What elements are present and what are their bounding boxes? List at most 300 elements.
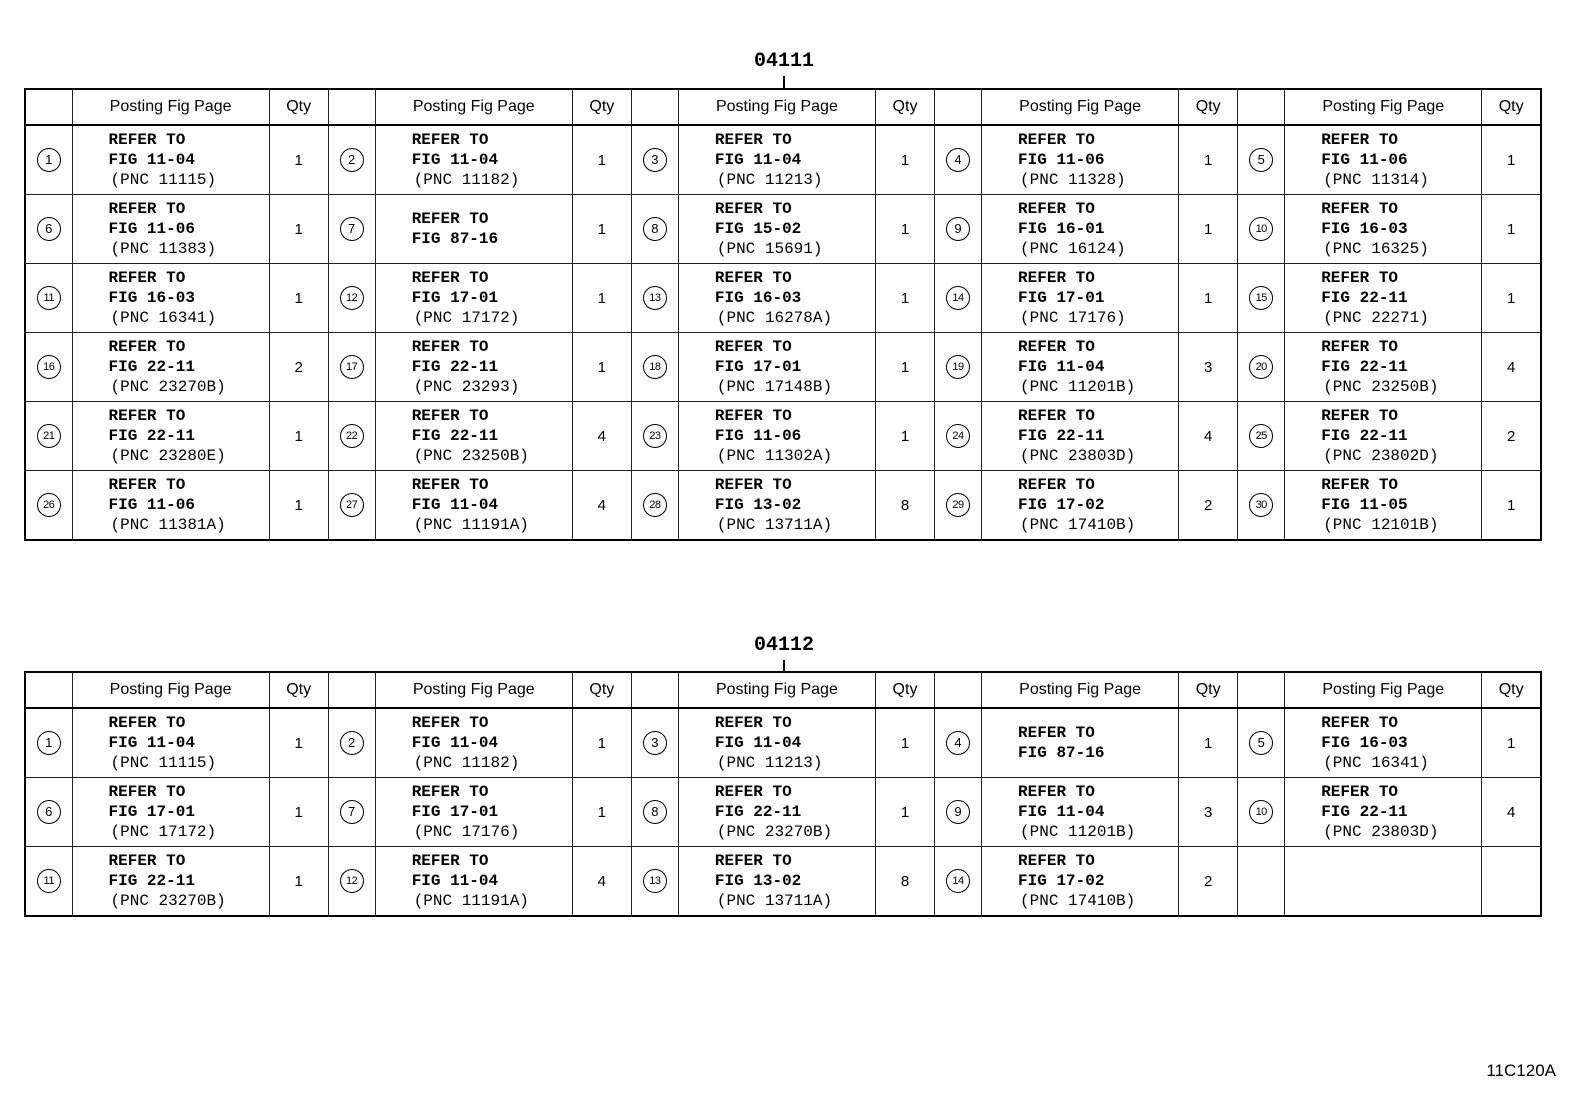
qty-header: Qty xyxy=(875,672,934,708)
reference-cell xyxy=(72,195,269,264)
fig-line: FIG 17-01 xyxy=(411,289,499,307)
qty-cell: 1 xyxy=(269,264,328,333)
fig-line: FIG 17-01 xyxy=(411,803,499,821)
reference-cell xyxy=(678,471,875,541)
reference-cell xyxy=(375,125,572,195)
refer-line: REFER TO xyxy=(714,338,792,356)
reference-cell xyxy=(678,402,875,471)
item-number-cell xyxy=(328,264,375,333)
num-header xyxy=(935,89,982,125)
item-number-badge: 4 xyxy=(946,148,970,172)
qty-cell: 8 xyxy=(875,471,934,541)
pnc-line: (PNC 11302A) xyxy=(716,447,833,465)
refer-line: REFER TO xyxy=(411,714,489,732)
qty-cell: 1 xyxy=(1179,125,1238,195)
num-header xyxy=(328,672,375,708)
pnc-line: (PNC 22271) xyxy=(1323,309,1429,327)
refer-line: REFER TO xyxy=(714,852,792,870)
header-row xyxy=(25,672,1541,708)
qty-cell: 1 xyxy=(269,125,328,195)
refer-line: REFER TO xyxy=(108,131,186,149)
item-number-badge: 27 xyxy=(340,493,364,517)
item-number-cell xyxy=(1238,778,1285,847)
item-number-cell xyxy=(25,847,72,917)
item-number-cell xyxy=(328,402,375,471)
pnc-line: (PNC 17172) xyxy=(110,823,217,841)
fig-line: FIG 17-01 xyxy=(714,358,802,376)
item-number-badge: 13 xyxy=(643,286,667,310)
qty-cell: 3 xyxy=(1179,778,1238,847)
qty-cell: 1 xyxy=(572,195,631,264)
reference-cell xyxy=(72,708,269,778)
refer-line: REFER TO xyxy=(411,269,489,287)
reference-cell xyxy=(678,847,875,917)
posting-header: Posting Fig Page xyxy=(1285,672,1482,708)
item-number-cell xyxy=(1238,847,1285,917)
qty-cell: 1 xyxy=(875,708,934,778)
refer-line: REFER TO xyxy=(714,407,792,425)
pnc-line: (PNC 23270B) xyxy=(716,823,833,841)
fig-line: FIG 16-03 xyxy=(1321,220,1408,238)
fig-line: FIG 16-03 xyxy=(108,289,195,307)
item-number-badge: 12 xyxy=(340,869,364,893)
table-row xyxy=(25,402,1541,471)
item-number-badge: 30 xyxy=(1249,493,1273,517)
refer-line: REFER TO xyxy=(411,852,489,870)
qty-cell: 1 xyxy=(572,125,631,195)
qty-header: Qty xyxy=(1482,89,1541,125)
qty-cell: 1 xyxy=(875,778,934,847)
pnc-line: (PNC 23803D) xyxy=(1020,447,1136,465)
refer-line: REFER TO xyxy=(1321,269,1399,287)
refer-line: REFER TO xyxy=(108,338,186,356)
fig-line: FIG 13-02 xyxy=(714,496,802,514)
refer-line: REFER TO xyxy=(411,476,489,494)
item-number-cell xyxy=(328,333,375,402)
item-number-badge: 13 xyxy=(643,869,667,893)
item-number-cell xyxy=(328,125,375,195)
reference-cell xyxy=(375,471,572,541)
posting-header: Posting Fig Page xyxy=(72,672,269,708)
fig-line: FIG 87-16 xyxy=(411,230,499,248)
qty-cell: 2 xyxy=(1482,402,1541,471)
item-number-badge: 25 xyxy=(1249,424,1273,448)
qty-cell: 4 xyxy=(572,471,631,541)
qty-cell: 1 xyxy=(875,333,934,402)
reference-cell xyxy=(375,195,572,264)
posting-header: Posting Fig Page xyxy=(678,89,875,125)
table-row xyxy=(25,708,1541,778)
fig-line: FIG 16-03 xyxy=(1321,734,1408,752)
refer-line: REFER TO xyxy=(1018,131,1095,149)
qty-cell: 1 xyxy=(1482,708,1541,778)
posting-header: Posting Fig Page xyxy=(375,89,572,125)
qty-cell: 1 xyxy=(1482,195,1541,264)
item-number-cell xyxy=(1238,708,1285,778)
reference-cell xyxy=(1285,333,1482,402)
reference-cell xyxy=(982,195,1179,264)
item-number-cell xyxy=(328,778,375,847)
fig-line: FIG 15-02 xyxy=(714,220,802,238)
item-number-cell xyxy=(328,708,375,778)
qty-cell: 2 xyxy=(269,333,328,402)
qty-header: Qty xyxy=(572,672,631,708)
pnc-line: (PNC 23280E) xyxy=(110,447,226,465)
qty-cell: 4 xyxy=(1179,402,1238,471)
pnc-line: (PNC 15691) xyxy=(716,240,823,258)
pnc-line: (PNC 11201B) xyxy=(1020,378,1136,396)
item-number-cell xyxy=(25,708,72,778)
pnc-line: (PNC 23250B) xyxy=(1323,378,1439,396)
item-number-badge: 7 xyxy=(340,217,364,241)
qty-header: Qty xyxy=(1482,672,1541,708)
item-number-badge: 8 xyxy=(643,800,667,824)
item-number-cell xyxy=(1238,125,1285,195)
item-number-badge: 1 xyxy=(37,731,61,755)
item-number-cell xyxy=(25,778,72,847)
pnc-line: (PNC 11314) xyxy=(1323,171,1429,189)
fig-line: FIG 22-11 xyxy=(1321,358,1408,376)
fig-line: FIG 11-04 xyxy=(108,151,195,169)
table-code-label: 04111 xyxy=(753,50,814,73)
item-number-badge: 14 xyxy=(946,286,970,310)
pnc-line: (PNC 11191A) xyxy=(413,516,529,534)
code-tick xyxy=(783,76,785,88)
refer-line: REFER TO xyxy=(1321,476,1399,494)
item-number-badge: 28 xyxy=(643,493,667,517)
refer-line: REFER TO xyxy=(1321,131,1399,149)
fig-line: FIG 11-06 xyxy=(108,496,195,514)
num-header xyxy=(631,672,678,708)
reference-cell xyxy=(982,264,1179,333)
posting-header: Posting Fig Page xyxy=(1285,89,1482,125)
refer-line: REFER TO xyxy=(1018,200,1095,218)
qty-cell: 1 xyxy=(572,708,631,778)
figure-code: 11C120A xyxy=(1486,1061,1556,1080)
fig-line: FIG 22-11 xyxy=(411,358,499,376)
qty-cell: 1 xyxy=(1179,264,1238,333)
parts-reference-table xyxy=(24,671,1542,917)
refer-line: REFER TO xyxy=(108,407,186,425)
reference-cell xyxy=(678,333,875,402)
refer-line: REFER TO xyxy=(108,783,186,801)
reference-cell xyxy=(72,778,269,847)
qty-cell: 1 xyxy=(1179,708,1238,778)
pnc-line: (PNC 11115) xyxy=(110,171,217,189)
item-number-cell xyxy=(935,708,982,778)
item-number-badge: 9 xyxy=(946,800,970,824)
pnc-line: (PNC 17176) xyxy=(1020,309,1126,327)
pnc-line: (PNC 16341) xyxy=(1323,754,1429,772)
item-number-cell xyxy=(631,264,678,333)
refer-line: REFER TO xyxy=(108,269,186,287)
pnc-line: (PNC 13711A) xyxy=(716,516,833,534)
num-header xyxy=(25,89,72,125)
reference-cell xyxy=(678,708,875,778)
reference-cell xyxy=(375,708,572,778)
posting-header: Posting Fig Page xyxy=(982,672,1179,708)
qty-cell: 4 xyxy=(572,847,631,917)
reference-cell xyxy=(375,333,572,402)
item-number-cell xyxy=(25,125,72,195)
fig-line: FIG 11-05 xyxy=(1321,496,1408,514)
reference-cell xyxy=(982,402,1179,471)
fig-line: FIG 22-11 xyxy=(714,803,802,821)
pnc-line: (PNC 16124) xyxy=(1020,240,1126,258)
fig-line: FIG 87-16 xyxy=(1018,744,1105,762)
qty-cell: 1 xyxy=(269,847,328,917)
item-number-cell xyxy=(935,333,982,402)
fig-line: FIG 17-01 xyxy=(1018,289,1105,307)
pnc-line: (PNC 23270B) xyxy=(110,378,226,396)
item-number-badge: 11 xyxy=(37,869,61,893)
item-number-badge: 18 xyxy=(643,355,667,379)
reference-cell xyxy=(982,778,1179,847)
pnc-line: (PNC 11383) xyxy=(110,240,217,258)
item-number-cell xyxy=(25,333,72,402)
item-number-cell xyxy=(631,708,678,778)
pnc-line: (PNC 16278A) xyxy=(716,309,833,327)
reference-cell xyxy=(982,333,1179,402)
pnc-line: (PNC 11328) xyxy=(1020,171,1126,189)
parts-reference-table xyxy=(24,88,1542,541)
item-number-badge: 6 xyxy=(37,217,61,241)
fig-line: FIG 11-04 xyxy=(411,734,499,752)
qty-cell: 1 xyxy=(875,264,934,333)
pnc-line: (PNC 11381A) xyxy=(110,516,226,534)
item-number-badge: 12 xyxy=(340,286,364,310)
table-row xyxy=(25,847,1541,917)
item-number-badge: 29 xyxy=(946,493,970,517)
item-number-cell xyxy=(935,195,982,264)
fig-line: FIG 22-11 xyxy=(411,427,499,445)
qty-header: Qty xyxy=(1179,672,1238,708)
refer-line: REFER TO xyxy=(714,783,792,801)
pnc-line: (PNC 11191A) xyxy=(413,892,529,910)
item-number-cell xyxy=(935,264,982,333)
table-row xyxy=(25,264,1541,333)
pnc-line: (PNC 13711A) xyxy=(716,892,833,910)
item-number-cell xyxy=(25,471,72,541)
refer-line: REFER TO xyxy=(108,852,186,870)
item-number-badge: 2 xyxy=(340,148,364,172)
item-number-badge: 3 xyxy=(643,148,667,172)
item-number-badge: 14 xyxy=(946,869,970,893)
refer-line: REFER TO xyxy=(714,476,792,494)
reference-cell xyxy=(72,402,269,471)
pnc-line: (PNC 11182) xyxy=(413,171,520,189)
pnc-line: (PNC 11213) xyxy=(716,171,823,189)
item-number-cell xyxy=(631,402,678,471)
fig-line: FIG 16-03 xyxy=(714,289,802,307)
item-number-badge: 2 xyxy=(340,731,364,755)
item-number-badge: 8 xyxy=(643,217,667,241)
qty-cell: 1 xyxy=(269,708,328,778)
qty-cell: 1 xyxy=(1179,195,1238,264)
fig-line: FIG 22-11 xyxy=(108,427,195,445)
fig-line: FIG 17-01 xyxy=(108,803,195,821)
fig-line: FIG 16-01 xyxy=(1018,220,1105,238)
fig-line: FIG 22-11 xyxy=(108,872,195,890)
reference-cell xyxy=(1285,708,1482,778)
qty-cell: 4 xyxy=(572,402,631,471)
table-row xyxy=(25,778,1541,847)
qty-cell: 1 xyxy=(572,778,631,847)
item-number-badge: 21 xyxy=(37,424,61,448)
pnc-line: (PNC 23250B) xyxy=(413,447,529,465)
item-number-cell xyxy=(935,778,982,847)
item-number-badge: 11 xyxy=(37,286,61,310)
item-number-cell xyxy=(631,333,678,402)
item-number-cell xyxy=(935,847,982,917)
refer-line: REFER TO xyxy=(1018,783,1095,801)
pnc-line: (PNC 11115) xyxy=(110,754,217,772)
item-number-cell xyxy=(1238,195,1285,264)
fig-line: FIG 11-06 xyxy=(108,220,195,238)
refer-line: REFER TO xyxy=(714,131,792,149)
item-number-badge: 7 xyxy=(340,800,364,824)
fig-line: FIG 22-11 xyxy=(1321,427,1408,445)
posting-header: Posting Fig Page xyxy=(375,672,572,708)
reference-cell xyxy=(1285,847,1482,917)
num-header xyxy=(1238,89,1285,125)
reference-cell xyxy=(375,264,572,333)
reference-cell xyxy=(982,471,1179,541)
pnc-line: (PNC 17172) xyxy=(413,309,520,327)
reference-cell xyxy=(72,333,269,402)
item-number-cell xyxy=(1238,402,1285,471)
item-number-cell xyxy=(935,471,982,541)
qty-cell: 1 xyxy=(572,264,631,333)
item-number-cell xyxy=(631,125,678,195)
item-number-cell xyxy=(631,847,678,917)
refer-line: REFER TO xyxy=(1321,783,1399,801)
posting-header: Posting Fig Page xyxy=(72,89,269,125)
reference-cell xyxy=(1285,402,1482,471)
item-number-badge: 20 xyxy=(1249,355,1273,379)
num-header xyxy=(1238,672,1285,708)
pnc-line: (PNC 17148B) xyxy=(716,378,833,396)
item-number-cell xyxy=(935,125,982,195)
refer-line: REFER TO xyxy=(714,714,792,732)
reference-cell xyxy=(1285,471,1482,541)
posting-header: Posting Fig Page xyxy=(678,672,875,708)
item-number-badge: 19 xyxy=(946,355,970,379)
reference-cell xyxy=(982,708,1179,778)
reference-cell xyxy=(72,125,269,195)
item-number-cell xyxy=(1238,264,1285,333)
qty-cell: 2 xyxy=(1179,847,1238,917)
qty-cell xyxy=(1482,847,1541,917)
item-number-badge: 15 xyxy=(1249,286,1273,310)
item-number-cell xyxy=(631,195,678,264)
fig-line: FIG 22-11 xyxy=(1018,427,1105,445)
fig-line: FIG 11-06 xyxy=(714,427,802,445)
refer-line: REFER TO xyxy=(1018,269,1095,287)
num-header xyxy=(328,89,375,125)
fig-line: FIG 11-04 xyxy=(714,734,802,752)
pnc-line: (PNC 23270B) xyxy=(110,892,226,910)
reference-cell xyxy=(375,847,572,917)
refer-line: REFER TO xyxy=(411,210,489,228)
pnc-line: (PNC 11182) xyxy=(413,754,520,772)
item-number-cell xyxy=(328,471,375,541)
table-code-label: 04112 xyxy=(753,634,814,657)
reference-cell xyxy=(678,125,875,195)
qty-cell: 1 xyxy=(1482,125,1541,195)
fig-line: FIG 11-04 xyxy=(411,496,499,514)
fig-line: FIG 11-04 xyxy=(108,734,195,752)
item-number-cell xyxy=(25,195,72,264)
fig-line: FIG 17-02 xyxy=(1018,496,1105,514)
item-number-badge: 10 xyxy=(1249,800,1273,824)
reference-cell xyxy=(1285,778,1482,847)
item-number-cell xyxy=(328,195,375,264)
reference-cell xyxy=(678,778,875,847)
item-number-cell xyxy=(1238,333,1285,402)
fig-line: FIG 11-04 xyxy=(411,151,499,169)
pnc-line: (PNC 17410B) xyxy=(1020,516,1136,534)
pnc-line: (PNC 11201B) xyxy=(1020,823,1136,841)
refer-line: REFER TO xyxy=(1018,852,1095,870)
table-row xyxy=(25,195,1541,264)
qty-cell: 8 xyxy=(875,847,934,917)
qty-header: Qty xyxy=(269,89,328,125)
table-row xyxy=(25,471,1541,541)
reference-cell xyxy=(72,471,269,541)
num-header xyxy=(631,89,678,125)
qty-cell: 1 xyxy=(1482,471,1541,541)
num-header xyxy=(935,672,982,708)
qty-cell: 3 xyxy=(1179,333,1238,402)
item-number-badge: 16 xyxy=(37,355,61,379)
fig-line: FIG 11-04 xyxy=(714,151,802,169)
item-number-cell xyxy=(631,778,678,847)
table-row xyxy=(25,333,1541,402)
fig-line: FIG 13-02 xyxy=(714,872,802,890)
refer-line: REFER TO xyxy=(1018,407,1095,425)
item-number-badge: 4 xyxy=(946,731,970,755)
qty-cell: 4 xyxy=(1482,778,1541,847)
reference-cell xyxy=(1285,125,1482,195)
qty-cell: 2 xyxy=(1179,471,1238,541)
item-number-badge: 26 xyxy=(37,493,61,517)
item-number-cell xyxy=(25,264,72,333)
pnc-line: (PNC 16341) xyxy=(110,309,217,327)
pnc-line: (PNC 23802D) xyxy=(1323,447,1439,465)
refer-line: REFER TO xyxy=(1018,476,1095,494)
pnc-line: (PNC 23293) xyxy=(413,378,520,396)
fig-line: FIG 11-06 xyxy=(1321,151,1408,169)
item-number-badge: 22 xyxy=(340,424,364,448)
fig-line: FIG 22-11 xyxy=(1321,803,1408,821)
refer-line: REFER TO xyxy=(108,200,186,218)
item-number-cell xyxy=(328,847,375,917)
refer-line: REFER TO xyxy=(1321,714,1399,732)
fig-line: FIG 11-04 xyxy=(1018,358,1105,376)
item-number-cell xyxy=(25,402,72,471)
refer-line: REFER TO xyxy=(108,714,186,732)
qty-header: Qty xyxy=(572,89,631,125)
pnc-line: (PNC 16325) xyxy=(1323,240,1429,258)
refer-line: REFER TO xyxy=(411,338,489,356)
fig-line: FIG 17-02 xyxy=(1018,872,1105,890)
reference-cell xyxy=(375,778,572,847)
refer-line: REFER TO xyxy=(1018,338,1095,356)
refer-line: REFER TO xyxy=(411,407,489,425)
pnc-line: (PNC 17176) xyxy=(413,823,520,841)
qty-cell: 1 xyxy=(572,333,631,402)
